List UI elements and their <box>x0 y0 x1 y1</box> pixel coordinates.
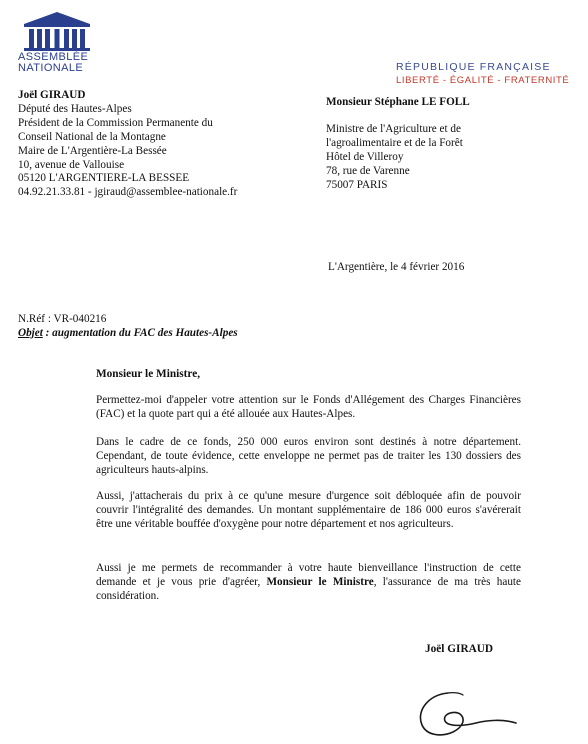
signature-icon <box>408 683 528 739</box>
closing-addressee: Monsieur le Ministre <box>266 575 374 588</box>
sender-contact: 04.92.21.33.81 - jgiraud@assemblee-nationale.fr <box>18 186 238 199</box>
assemblee-nationale-logo <box>18 10 100 74</box>
salutation: Monsieur le Ministre, <box>96 368 201 380</box>
sender-name: Joël GIRAUD <box>18 89 86 101</box>
logo-line-2: NATIONALE <box>18 62 84 74</box>
recipient-line: Ministre de l'Agriculture et de <box>326 123 461 135</box>
body-paragraph-1: Permettez-moi d'appeler votre attention sur le Fonds d'Allégement des Charges Financières (FAC) et la quote part qui a été allouée aux Hautes-Alpes. <box>96 394 521 420</box>
recipient-name: Monsieur Stéphane LE FOLL <box>326 96 470 108</box>
recipient-line: Hôtel de Villeroy <box>326 151 404 163</box>
sender-line: Député des Hautes-Alpes <box>18 102 132 115</box>
logo-line-1: ASSEMBLÉE <box>18 51 89 63</box>
subject-label: Objet <box>18 326 43 339</box>
sender-line: 05120 L'ARGENTIERE-LA BESSEE <box>18 172 190 185</box>
sender-line: Maire de L'Argentière-La Bessée <box>18 144 167 157</box>
republique-motto: LIBERTÉ - ÉGALITÉ - FRATERNITÉ <box>396 75 570 86</box>
signer-name: Joël GIRAUD <box>425 643 494 655</box>
closing-text-start: Aussi je me permets de recommander à votre haute bienveillance l'instruction de cette demande et je vous prie d'agréer, <box>96 562 521 588</box>
reference-block <box>18 313 238 340</box>
sender-line: Président de la Commission Permanente du <box>18 116 213 129</box>
republique-francaise-header <box>396 61 569 86</box>
body-paragraph-2: Dans le cadre de ce fonds, 250 000 euros environ sont destinés à notre département. Cependant, de toute évidence, cette enveloppe ne permet pas de traiter les 130 dossiers des agriculteurs hauts-alpins. <box>96 436 521 476</box>
letter-date: L'Argentière, le 4 février 2016 <box>328 261 465 273</box>
handwritten-signature <box>408 683 528 744</box>
reference-number: N.Réf : VR-040216 <box>18 313 107 325</box>
recipient-line: l'agroalimentaire et de la Forêt <box>326 137 463 149</box>
sender-line: Conseil National de la Montagne <box>18 130 166 143</box>
subject-text: : augmentation du FAC des Hautes-Alpes <box>42 326 238 339</box>
closing-text-end: , l'assurance de ma très haute considération. <box>96 575 521 602</box>
body-paragraph-4 <box>96 562 521 604</box>
sender-line: 10, avenue de Vallouise <box>18 158 125 171</box>
subject-line <box>18 327 238 341</box>
recipient-line: 75007 PARIS <box>326 179 388 191</box>
body-paragraph-3: Aussi, j'attacherais du prix à ce qu'une mesure d'urgence soit débloquée afin de pouvoir couvrir l'intégralité des demandes. Un montant supplémentaire de 186 000 euros s'avérerait être une véritable bouffée d'oxygène pour notre département et nos agriculteurs. <box>96 490 521 530</box>
recipient-block <box>326 95 470 192</box>
sender-block <box>18 89 237 200</box>
republique-title: RÉPUBLIQUE FRANÇAISE <box>396 61 551 73</box>
recipient-line: 78, rue de Varenne <box>326 165 410 177</box>
assemblee-nationale-emblem-icon <box>20 10 94 52</box>
